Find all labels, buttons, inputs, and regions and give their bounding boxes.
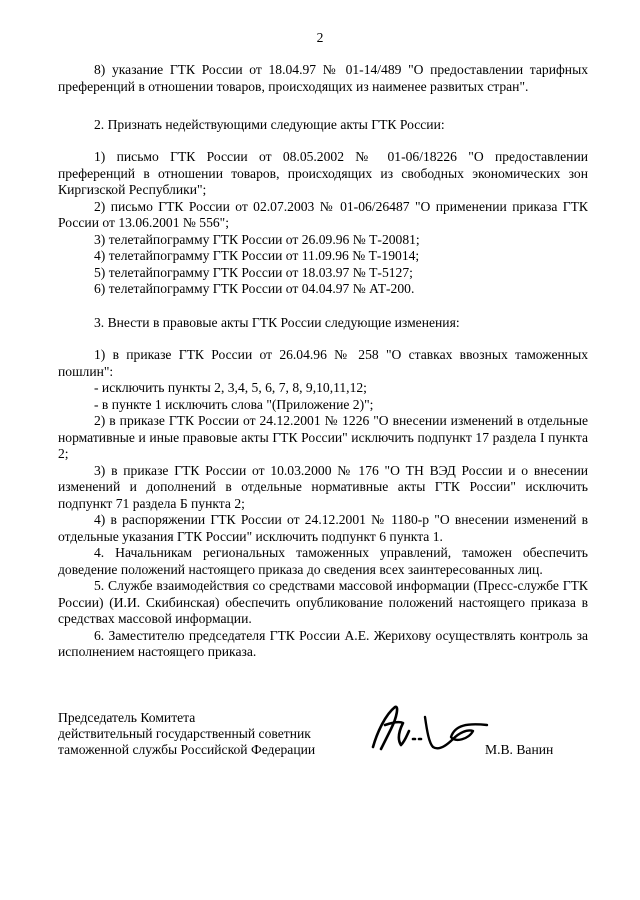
list-item: 3) телетайпограмму ГТК России от 26.09.96 № Т-20081;: [94, 231, 420, 247]
list-item: - в пункте 1 исключить слова "(Приложение 2)";: [94, 396, 374, 412]
list-item: 5) телетайпограмму ГТК России от 18.03.97 № Т-5127;: [94, 264, 413, 280]
list-item: 4) телетайпограмму ГТК России от 11.09.96 № Т-19014;: [94, 248, 420, 263]
section-6: 6. Заместителю председателя ГТК России А.Е. Жерихову осуществлять контроль за исполнением настоящего приказа.: [58, 627, 588, 659]
signatory-line-1: Председатель Комитета: [58, 710, 196, 725]
item-8-text: 8) указание ГТК России от 18.04.97 № 01-14/489 "О предоставлении тарифных преференций в отношении товаров, происходящих из наименее развитых стран".: [58, 62, 588, 94]
list-item: 1) письмо ГТК России от 08.05.2002 № 01-06/18226 "О предоставлении преференций в отношении товаров, происходящих из свободных экономических зон Киргизской Республики";: [58, 149, 588, 197]
list-item: 1) в приказе ГТК России от 26.04.96 № 258 "О ставках ввозных таможенных пошлин":: [58, 347, 588, 379]
section-3-heading-block: [58, 315, 588, 332]
list-item: 6) телетайпограмму ГТК России от 04.04.97 № АТ-200.: [94, 281, 415, 296]
section-3-heading: 3. Внести в правовые акты ГТК России следующие изменения:: [94, 315, 460, 330]
signatory-name: М.В. Ванин: [485, 742, 554, 757]
handwritten-signature: [355, 695, 490, 765]
list-item: 4) в распоряжении ГТК России от 24.12.2001 № 1180-р "О внесении изменений в отдельные указания ГТК России" исключить подпункт 6 пункта 1.: [58, 512, 588, 544]
section-3-list: [58, 347, 588, 661]
section-2-heading-block: [58, 117, 588, 134]
page-number: 2: [316, 30, 324, 45]
list-item: 3) в приказе ГТК России от 10.03.2000 № 176 "О ТН ВЭД России и о внесении изменений и дополнений в отдельные нормативные акты ГТК России" исключить подпункт 71 раздела Б пункта 2;: [58, 462, 588, 511]
signatory-line-2: действительный государственный советник: [58, 726, 311, 741]
list-item: 2) письмо ГТК России от 02.07.2003 № 01-06/26487 "О применении приказа ГТК России от 13.06.2001 № 556";: [58, 198, 588, 230]
signatory-block: [58, 710, 358, 758]
section-2-heading: 2. Признать недействующими следующие акты ГТК России:: [94, 117, 445, 132]
item-8: [58, 62, 588, 95]
section-5: 5. Службе взаимодействия со средствами массовой информации (Пресс-службе ГТК России) (И.И. Скибинская) обеспечить опубликование положений настоящего приказа в средствах массовой информации.: [58, 578, 588, 626]
list-item: - исключить пункты 2, 3,4, 5, 6, 7, 8, 9,10,11,12;: [94, 380, 367, 395]
section-4: 4. Начальникам региональных таможенных управлений, таможен обеспечить доведение положений настоящего приказа до сведения всех заинтересованных лиц.: [58, 545, 588, 577]
signatory-line-3: таможенной службы Российской Федерации: [58, 742, 316, 757]
section-2-list: [58, 149, 588, 298]
list-item: 2) в приказе ГТК России от 24.12.2001 № 1226 "О внесении изменений в отдельные нормативные и иные правовые акты ГТК России" исключить подпункт 17 раздела I пункта 2;: [58, 413, 588, 461]
